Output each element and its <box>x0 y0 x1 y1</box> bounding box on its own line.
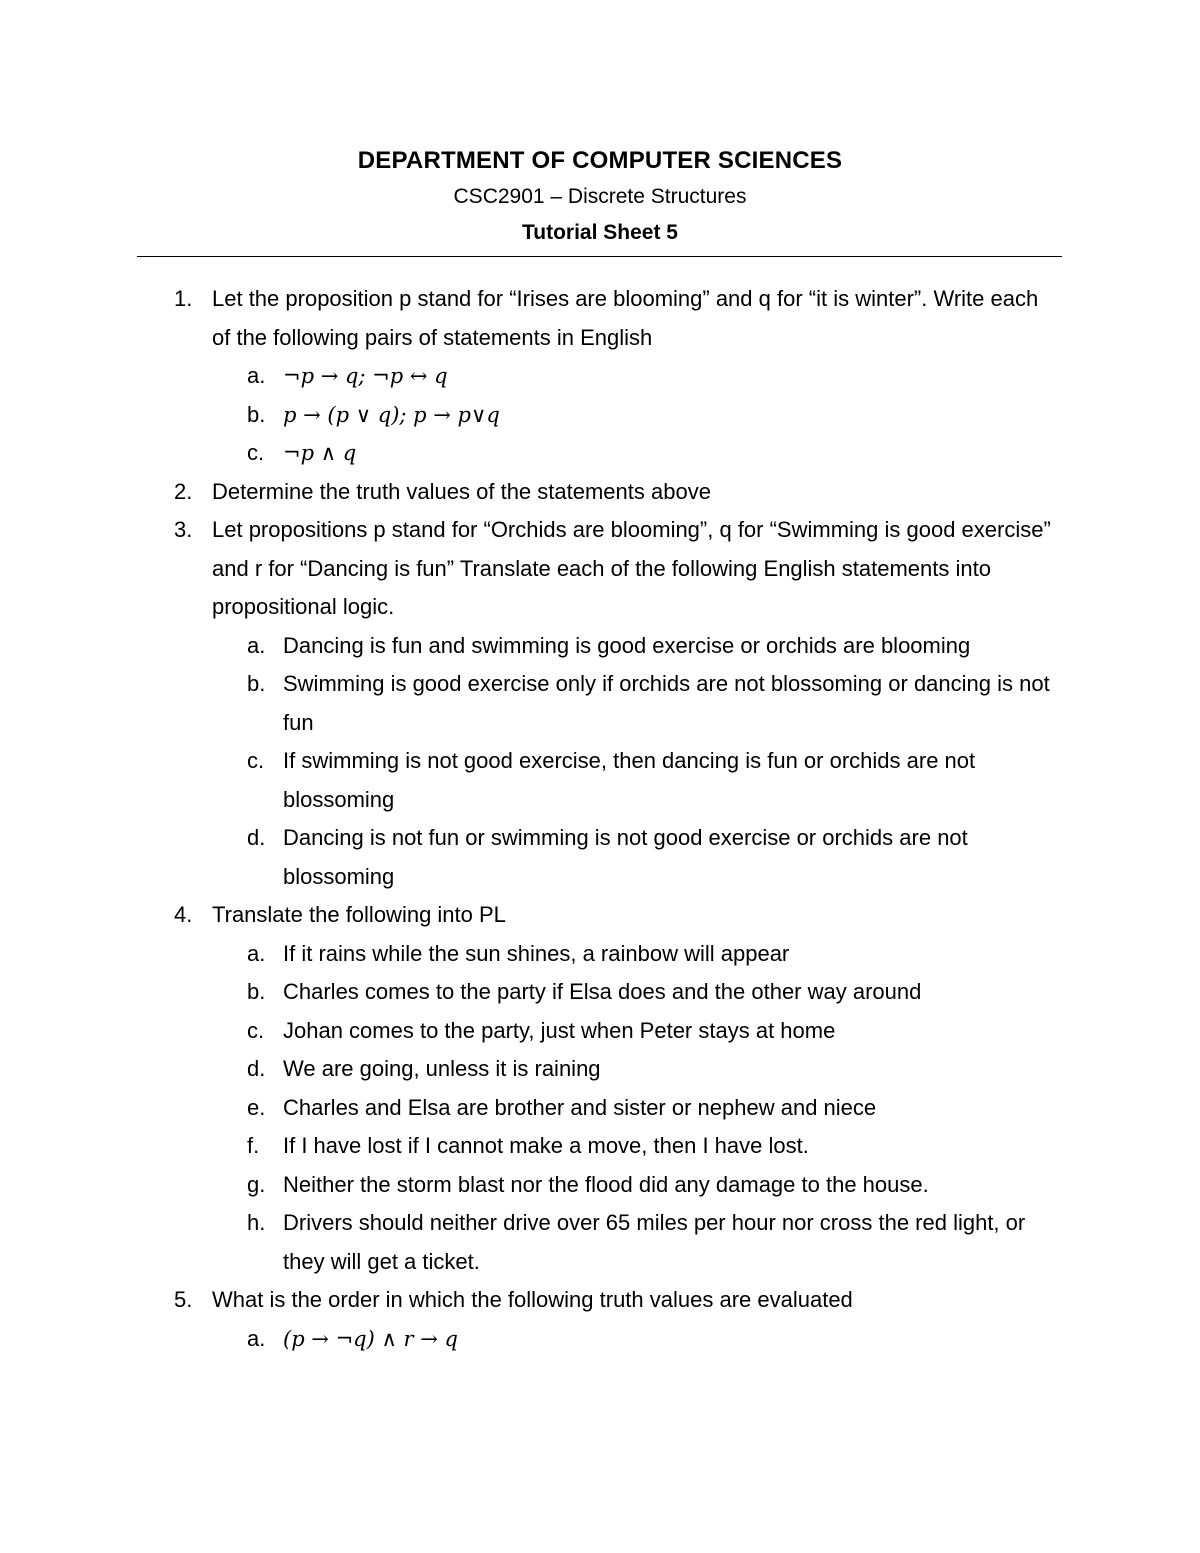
sub-question <box>212 396 1062 435</box>
sub-question-text: Dancing is fun and swimming is good exercise or orchids are blooming <box>283 632 971 658</box>
document-header <box>0 145 1200 247</box>
question-2 <box>0 473 1062 512</box>
department-title: DEPARTMENT OF COMPUTER SCIENCES <box>357 147 843 174</box>
question-text: Determine the truth values of the statements above <box>212 478 711 504</box>
sub-question-text: Neither the storm blast nor the flood did any damage to the house. <box>283 1171 929 1197</box>
question-list <box>0 280 1200 1358</box>
sub-question <box>212 1050 1062 1089</box>
sub-question-letter: g. <box>247 1171 266 1197</box>
question-number: 3. <box>174 517 193 542</box>
sub-question <box>212 1320 1062 1359</box>
question-4 <box>0 896 1062 1281</box>
sub-question <box>212 1127 1062 1166</box>
sub-question-letter: d. <box>247 825 266 850</box>
course-title: CSC2901 – Discrete Structures <box>453 185 747 208</box>
sub-question-list <box>212 627 1062 897</box>
sub-question-text: Charles and Elsa are brother and sister or nephew and niece <box>283 1094 877 1120</box>
sub-question-text: If it rains while the sun shines, a rainbow will appear <box>283 940 790 966</box>
sub-question-letter: f. <box>247 1133 260 1158</box>
question-5 <box>0 1281 1062 1358</box>
sub-question <box>212 357 1062 396</box>
sub-question-letter: a. <box>247 632 266 658</box>
sub-question-letter: c. <box>247 1017 265 1043</box>
question-text: Translate the following into PL <box>212 902 506 927</box>
sub-question-letter: a. <box>247 940 266 966</box>
sub-question <box>212 627 1062 666</box>
formula: ¬p ∧ q <box>283 441 357 465</box>
sub-question-letter: c. <box>247 440 265 465</box>
sub-question-list <box>212 935 1062 1282</box>
sub-question-text: If I have lost if I cannot make a move, then I have lost. <box>283 1133 809 1158</box>
sub-question-letter: b. <box>247 979 266 1004</box>
sub-question-text: Johan comes to the party, just when Peter stays at home <box>283 1017 836 1043</box>
question-text: Let propositions p stand for “Orchids are blooming”, q for “Swimming is good exercise” and r for “Dancing is fun” Translate each of the following English statements into propositional logic. <box>212 517 1051 619</box>
formula: ¬p → q; ¬p ↔ q <box>283 364 448 388</box>
sub-question <box>212 434 1062 473</box>
sub-question-letter: d. <box>247 1056 266 1081</box>
sub-question <box>212 1089 1062 1128</box>
sub-question-letter: b. <box>247 671 266 696</box>
sub-question <box>212 665 1062 742</box>
header-divider <box>137 256 1062 257</box>
sub-question-text: Drivers should neither drive over 65 miles per hour nor cross the red light, or they will get a ticket. <box>283 1210 1026 1274</box>
sub-question-letter: e. <box>247 1094 266 1120</box>
formula: (p → ¬q) ∧ r → q <box>283 1326 458 1351</box>
sub-question <box>212 742 1062 819</box>
question-number: 5. <box>174 1287 193 1312</box>
question-text: Let the proposition p stand for “Irises are blooming” and q for “it is winter”. Write each of the following pairs of statements in English <box>212 286 1039 350</box>
sub-question <box>212 935 1062 974</box>
sub-question <box>212 1166 1062 1205</box>
sub-question-letter: b. <box>247 401 266 427</box>
sub-question-letter: c. <box>247 748 265 773</box>
sub-question-letter: a. <box>247 363 266 388</box>
sub-question-list <box>212 357 1062 473</box>
sub-question <box>212 1204 1062 1281</box>
question-3 <box>0 511 1062 896</box>
formula: p → (p ∨ q); p → p∨q <box>283 402 500 427</box>
sub-question-list <box>212 1320 1062 1359</box>
question-number: 2. <box>174 478 193 504</box>
sub-question-text: We are going, unless it is raining <box>283 1056 601 1081</box>
sub-question <box>212 973 1062 1012</box>
question-1 <box>0 280 1062 473</box>
sub-question-text: Dancing is not fun or swimming is not good exercise or orchids are not blossoming <box>283 825 968 889</box>
sub-question <box>212 819 1062 896</box>
sheet-title: Tutorial Sheet 5 <box>522 221 678 244</box>
sub-question-text: Charles comes to the party if Elsa does and the other way around <box>283 979 922 1004</box>
sub-question-text: Swimming is good exercise only if orchids are not blossoming or dancing is not fun <box>283 671 1050 735</box>
sub-question-letter: a. <box>247 1325 266 1351</box>
question-number: 4. <box>174 902 193 927</box>
question-text: What is the order in which the following truth values are evaluated <box>212 1287 853 1312</box>
sub-question-letter: h. <box>247 1210 266 1235</box>
sub-question <box>212 1012 1062 1051</box>
sub-question-text: If swimming is not good exercise, then dancing is fun or orchids are not blossoming <box>283 748 976 812</box>
question-number: 1. <box>174 286 193 311</box>
